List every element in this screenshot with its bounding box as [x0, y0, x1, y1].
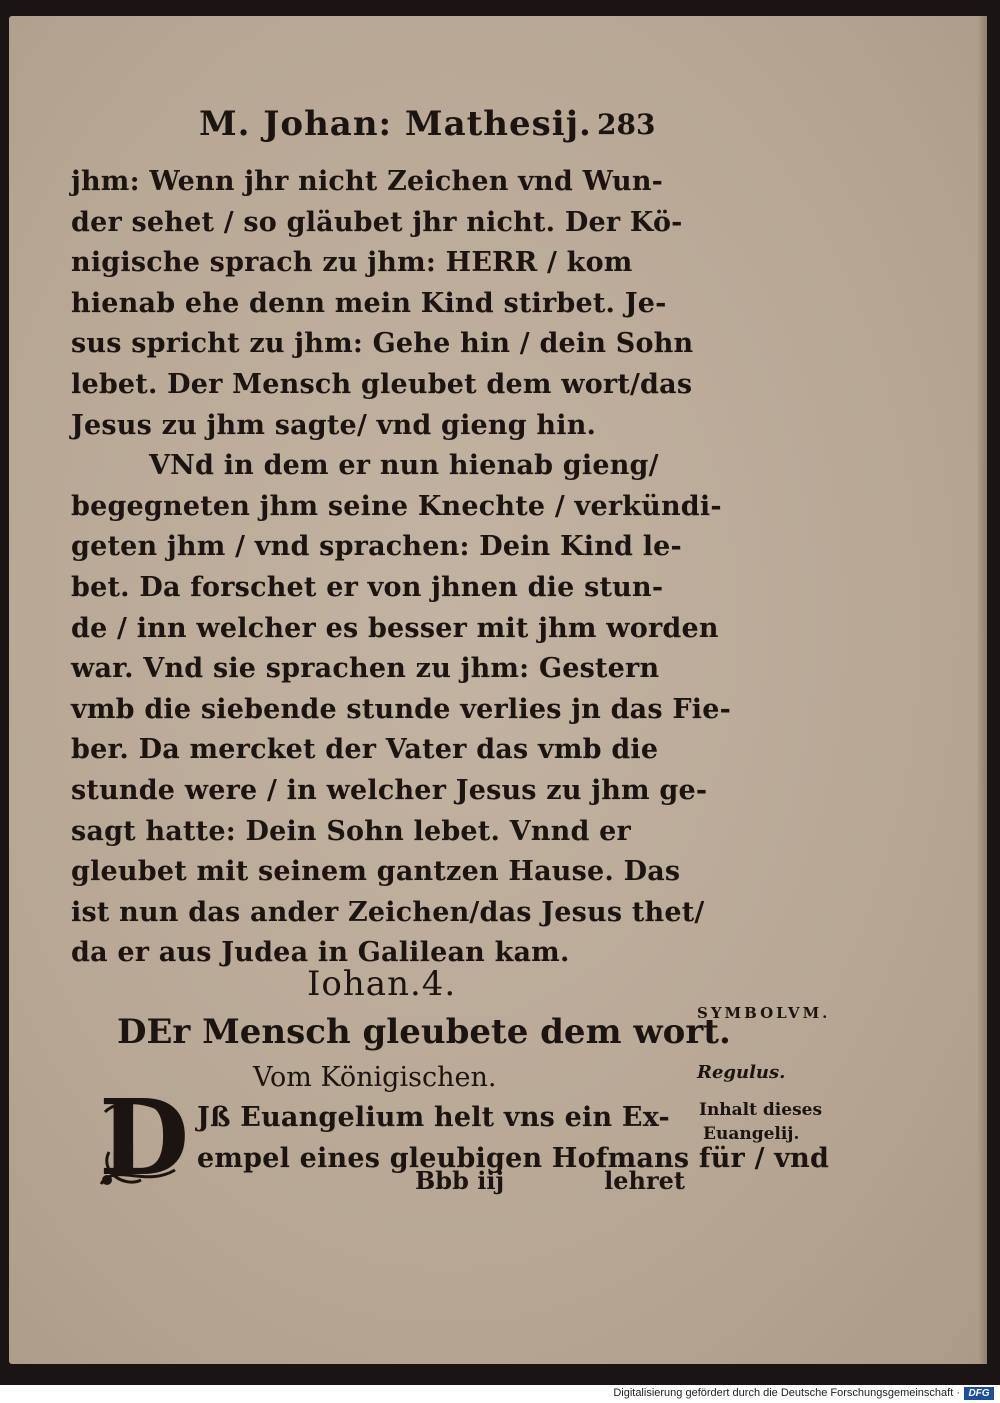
book-page	[9, 16, 987, 1364]
margin-note-line: Inhalt dieses	[699, 1100, 823, 1120]
text-line: stunde were / in welcher Jesus zu jhm ge-	[71, 774, 708, 806]
text-line: VNd in dem er nun hienab gieng/	[149, 450, 659, 482]
text-line: gleubet mit seinem gantzen Hause. Das	[71, 856, 681, 888]
decorated-initial	[95, 1076, 190, 1199]
catchword: lehret	[604, 1166, 685, 1195]
text-line: de / inn welcher es besser mit jhm worden	[71, 612, 719, 644]
text-line: sagt hatte: Dein Sohn lebet. Vnnd er	[71, 815, 631, 847]
text-line: da er aus Judea in Galilean kam.	[71, 937, 570, 969]
text-line: war. Vnd sie sprachen zu jhm: Gestern	[71, 653, 660, 685]
text-line: vmb die siebende stunde verlies jn das Fie-	[71, 693, 731, 725]
text-line: lebet. Der Mensch gleubet dem wort/das	[71, 368, 693, 400]
section-subheading: Vom Königischen.	[253, 1062, 497, 1093]
text-line: bet. Da forschet er von jhnen die stun-	[71, 571, 664, 603]
margin-note-symbolum: SYMBOLVM.	[697, 1004, 831, 1022]
body-text	[71, 162, 731, 974]
funding-credit: Digitalisierung gefördert durch die Deutsche Forschungsgemeinschaft ·	[613, 1387, 960, 1399]
initial-letter: D	[99, 1076, 190, 1199]
text-line: hienab ehe denn mein Kind stirbet. Je-	[71, 287, 667, 319]
text-line: der sehet / so gläubet jhr nicht. Der Kö-	[71, 206, 683, 238]
text-line: empel eines gleubigen Hofmans für / vnd	[197, 1142, 830, 1174]
running-title: M. Johan: Mathesij.	[199, 104, 592, 144]
margin-note-line: Euangelij.	[703, 1124, 800, 1144]
footer-credit	[0, 1385, 1000, 1403]
text-line: geten jhm / vnd sprachen: Dein Kind le-	[71, 531, 682, 563]
catchline	[415, 1166, 685, 1206]
text-line: ber. Da mercket der Vater das vmb die	[71, 734, 659, 766]
text-line: jhm: Wenn jhr nicht Zeichen vnd Wun-	[71, 166, 664, 197]
text-line: Jß Euangelium helt vns ein Ex-	[197, 1102, 670, 1133]
text-line: nigische sprach zu jhm: HERR / kom	[71, 247, 633, 279]
running-head	[199, 104, 669, 154]
margin-note-inhalt	[699, 1098, 849, 1146]
signature-mark: Bbb iij	[415, 1166, 505, 1195]
text-line: begegneten jhm seine Knechte / verkündi-	[71, 490, 722, 522]
text-line: ist nun das ander Zeichen/das Jesus thet/	[71, 896, 705, 928]
margin-note-regulus: Regulus.	[697, 1062, 786, 1083]
scripture-reference: Iohan.4.	[307, 964, 457, 1004]
page-number: 283	[597, 108, 656, 141]
text-line: Jesus zu jhm sagte/ vnd gieng hin.	[71, 409, 597, 441]
dfg-logo: DFG	[964, 1387, 994, 1400]
page-edge	[977, 16, 987, 1364]
text-line: sus spricht zu jhm: Gehe hin / dein Sohn	[71, 328, 694, 360]
verse-heading: DEr Mensch gleubete dem wort.	[117, 1012, 731, 1052]
